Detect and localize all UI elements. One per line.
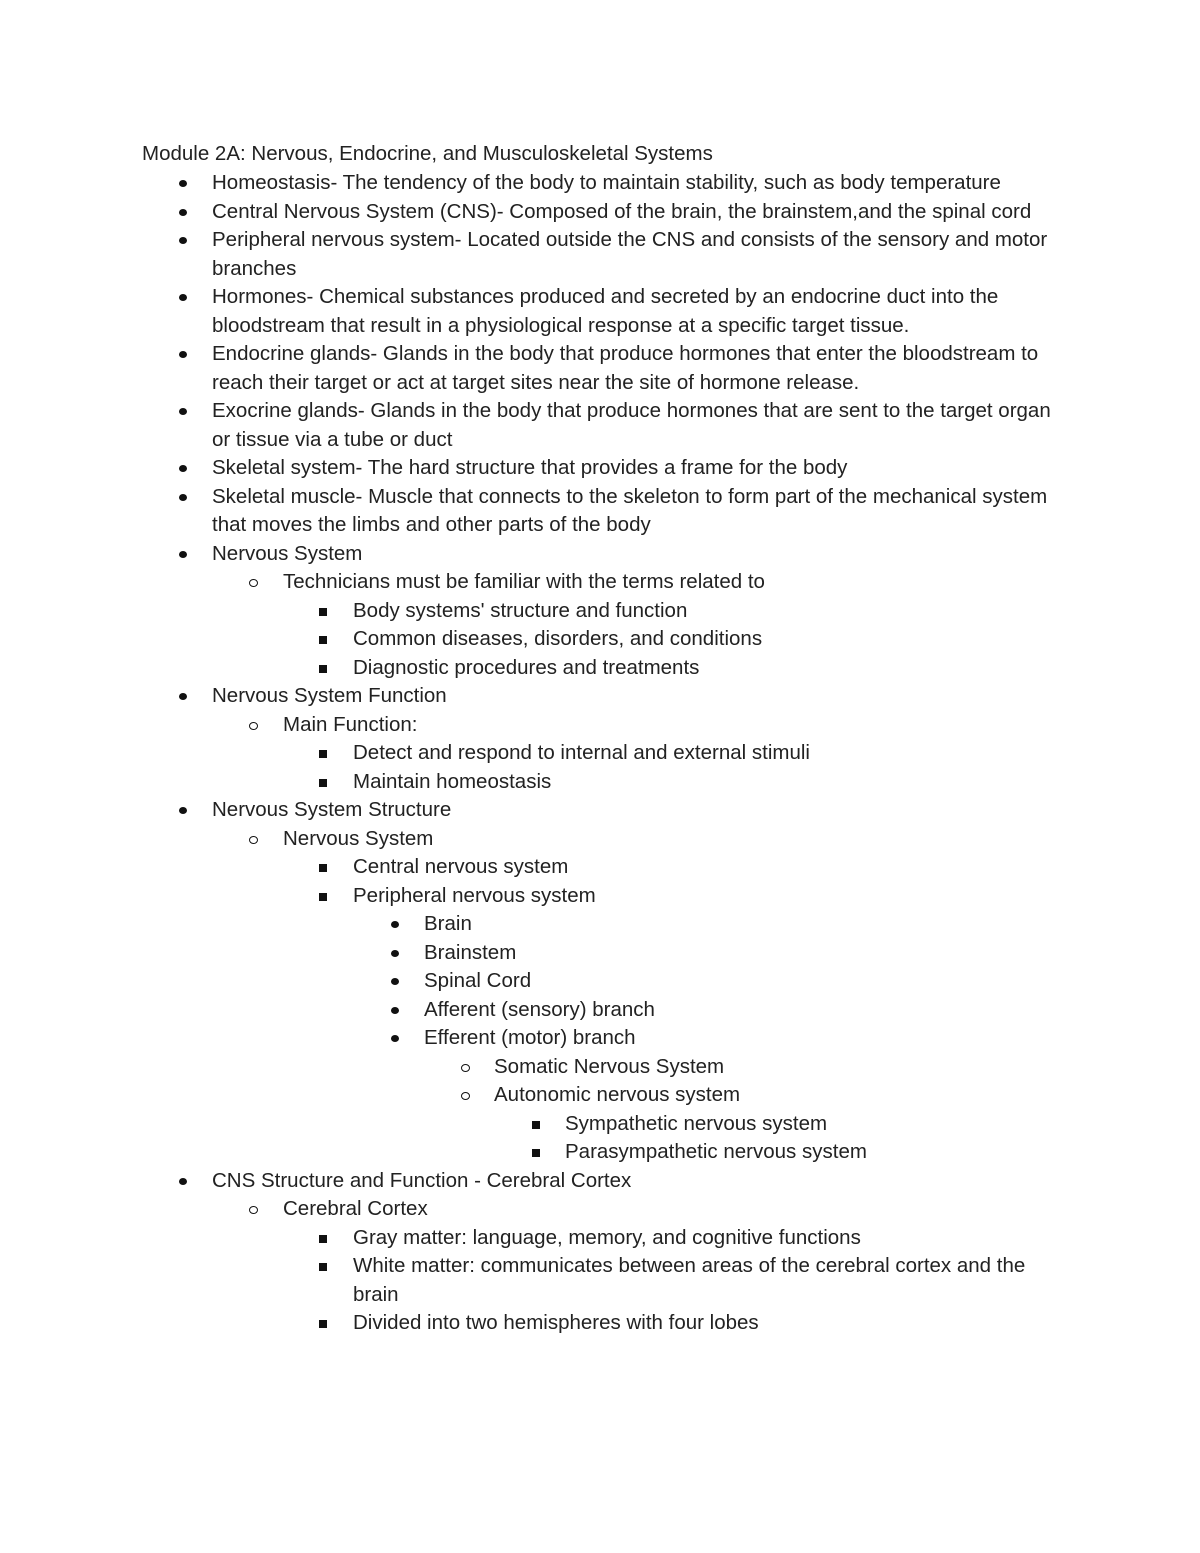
list-item-text: Spinal Cord <box>424 969 532 992</box>
list-item <box>0 1024 1044 1053</box>
list-item-text: White matter: communicates between areas of the cerebral cortex and the brain <box>353 1254 1026 1306</box>
square-bullet-icon <box>532 1149 540 1157</box>
list-item-text: Divided into two hemispheres with four lobes <box>353 1311 759 1334</box>
list-item <box>0 1138 1045 1167</box>
list-item <box>0 540 1072 569</box>
circle-bullet-icon <box>249 722 258 730</box>
circle-bullet-icon <box>249 836 258 844</box>
square-bullet-icon <box>319 636 327 644</box>
square-bullet-icon <box>532 1121 540 1129</box>
list-item-text: Nervous System Function <box>212 684 447 707</box>
list-item-text: Autonomic nervous system <box>494 1083 741 1106</box>
list-item <box>0 939 1044 968</box>
list-item <box>0 711 1083 740</box>
list-item <box>0 1309 1043 1338</box>
list-item <box>0 454 1072 483</box>
list-item <box>0 397 1072 454</box>
disc-bullet-icon <box>179 408 187 415</box>
list-item <box>0 1252 1043 1309</box>
list-item-text: Cerebral Cortex <box>283 1197 428 1220</box>
list-item-text: Central nervous system <box>353 855 569 878</box>
list-item <box>0 169 1072 198</box>
list-item-text: Efferent (motor) branch <box>424 1026 636 1049</box>
list-item <box>0 1110 1045 1139</box>
disc-bullet-icon <box>179 465 187 472</box>
list-item-text: Afferent (sensory) branch <box>424 997 655 1021</box>
list-item <box>0 340 1072 397</box>
list-item <box>0 825 1083 854</box>
list-item <box>0 1167 1072 1196</box>
list-item-text: Technicians must be familiar with the terms related to <box>283 570 765 593</box>
list-item-text: Central Nervous System (CNS)- Composed of the brain, the brainstem,and the spinal cord <box>212 199 1032 223</box>
disc-bullet-icon <box>179 551 187 558</box>
list-item-text: Hormones- Chemical substances produced and secreted by an endocrine duct into the bloodstream that result in a physiological response at a specific target tissue. <box>212 285 999 337</box>
list-item <box>0 996 1044 1025</box>
list-item-text: Sympathetic nervous system <box>565 1111 828 1135</box>
list-item-text: Nervous System Structure <box>212 798 452 821</box>
disc-bullet-icon <box>179 294 187 301</box>
disc-bullet-icon <box>179 237 187 244</box>
list-item-text: Maintain homeostasis <box>353 769 552 793</box>
square-bullet-icon <box>319 1235 327 1243</box>
list-item <box>0 568 1083 597</box>
disc-bullet-icon <box>391 978 399 985</box>
disc-bullet-icon <box>391 1007 399 1014</box>
list-item <box>0 882 1043 911</box>
list-item <box>0 483 1072 540</box>
bullet-outline <box>0 169 1200 1338</box>
list-item-text: Body systems' structure and function <box>353 598 688 622</box>
list-item-text: Main Function: <box>283 712 418 736</box>
list-item-text: Peripheral nervous system- Located outside the CNS and consists of the sensory and motor branches <box>212 228 1048 280</box>
circle-bullet-icon <box>249 579 258 587</box>
list-item <box>0 768 1043 797</box>
disc-bullet-icon <box>179 351 187 358</box>
list-item <box>0 226 1072 283</box>
list-item <box>0 597 1043 626</box>
list-item-text: Brainstem <box>424 940 517 964</box>
list-item <box>0 654 1043 683</box>
square-bullet-icon <box>319 750 327 758</box>
disc-bullet-icon <box>179 494 187 501</box>
list-item <box>0 1224 1043 1253</box>
disc-bullet-icon <box>179 807 187 814</box>
square-bullet-icon <box>319 779 327 787</box>
list-item-text: Parasympathetic nervous system <box>565 1140 867 1163</box>
list-item-text: Brain <box>424 912 472 935</box>
list-item-text: Diagnostic procedures and treatments <box>353 655 700 679</box>
list-item <box>0 910 1044 939</box>
circle-bullet-icon <box>249 1206 258 1214</box>
list-item-text: Exocrine glands- Glands in the body that produce hormones that are sent to the target organ or tissue via a tube or duct <box>212 399 1051 451</box>
list-item-text: Somatic Nervous System <box>494 1054 725 1078</box>
list-item-text: Nervous System <box>283 826 434 850</box>
list-item <box>0 283 1072 340</box>
list-item-text: Homeostasis- The tendency of the body to maintain stability, such as body temperature <box>212 171 1001 194</box>
list-item-text: Skeletal system- The hard structure that provides a frame for the body <box>212 456 848 479</box>
circle-bullet-icon <box>461 1092 470 1100</box>
list-item-text: Skeletal muscle- Muscle that connects to the skeleton to form part of the mechanical system that moves the limbs and other parts of the body <box>212 484 1048 536</box>
list-item-text: CNS Structure and Function - Cerebral Cortex <box>212 1168 632 1192</box>
disc-bullet-icon <box>391 950 399 957</box>
list-item-text: Nervous System <box>212 541 363 565</box>
disc-bullet-icon <box>179 693 187 700</box>
disc-bullet-icon <box>179 209 187 216</box>
list-item <box>0 1053 1044 1082</box>
disc-bullet-icon <box>391 1035 399 1042</box>
square-bullet-icon <box>319 608 327 616</box>
document-title: Module 2A: Nervous, Endocrine, and Musculoskeletal Systems <box>142 142 713 165</box>
list-item-text: Gray matter: language, memory, and cognitive functions <box>353 1225 861 1249</box>
square-bullet-icon <box>319 864 327 872</box>
list-item <box>0 1195 1083 1224</box>
list-item <box>0 739 1043 768</box>
circle-bullet-icon <box>461 1064 470 1072</box>
list-item-text: Endocrine glands- Glands in the body that produce hormones that enter the bloodstream to reach their target or act at target sites near the site of hormone release. <box>212 342 1039 394</box>
list-item-text: Detect and respond to internal and external stimuli <box>353 741 810 764</box>
list-item <box>0 796 1072 825</box>
disc-bullet-icon <box>179 1178 187 1185</box>
list-item <box>0 853 1043 882</box>
list-item <box>0 682 1072 711</box>
disc-bullet-icon <box>391 921 399 928</box>
disc-bullet-icon <box>179 180 187 187</box>
list-item <box>0 1081 1044 1110</box>
list-item <box>0 967 1044 996</box>
list-item <box>0 198 1072 227</box>
square-bullet-icon <box>319 1320 327 1328</box>
list-item-text: Peripheral nervous system <box>353 883 596 907</box>
square-bullet-icon <box>319 665 327 673</box>
square-bullet-icon <box>319 1263 327 1271</box>
square-bullet-icon <box>319 893 327 901</box>
list-item-text: Common diseases, disorders, and conditions <box>353 627 763 650</box>
list-item <box>0 625 1043 654</box>
